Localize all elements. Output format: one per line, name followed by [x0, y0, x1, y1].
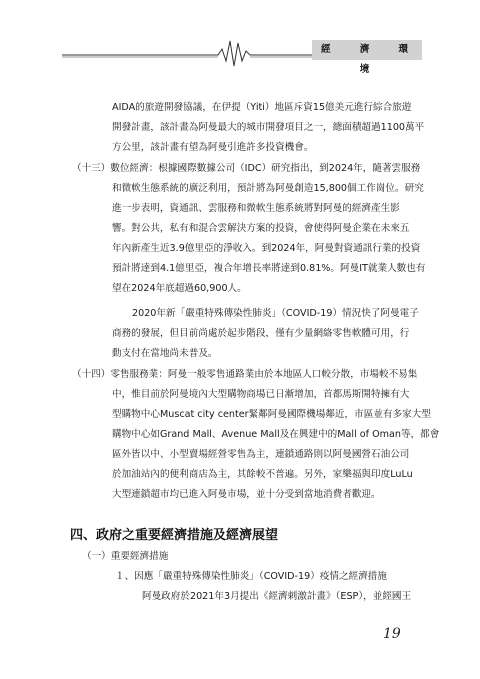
body-line: 和微軟生態系統的廣泛利用，預計將為阿曼創造15,800個工作崗位。研究 — [112, 183, 424, 194]
section-heading: 四、政府之重要經濟措施及經濟展望 — [70, 528, 279, 543]
body-line: 大型連鎖超市均已進入阿曼市場，並十分受到當地消費者歡迎。 — [112, 489, 381, 500]
list-item-heading: （十四）零售服務業：阿曼一般零售通路業由於本地區人口較分散，市場較不易集 — [72, 369, 418, 380]
body-line: 預計將達到4.1億里亞，複合年增長率將達到0.81%。阿曼IT就業人數也有 — [112, 263, 426, 274]
body-line: 於加油站內的便利商店為主，其餘較不普遍。另外，家樂福與印度LuLu — [112, 469, 413, 480]
body-line: 開發計畫，該計畫為阿曼最大的城市開發項目之一，總面積超過1100萬平 — [112, 122, 425, 133]
body-line: 中，惟目前於阿曼境內大型購物商場已日漸增加，首都馬斯開特擁有大 — [112, 389, 410, 400]
body-line: 望在2024年底超過60,900人。 — [112, 283, 247, 294]
body-line: 型購物中心Muscat city center緊鄰阿曼國際機場鄰近，市區並有多家大型 — [112, 409, 431, 420]
page-number: 19 — [383, 626, 401, 642]
list-item-heading: （十三）數位經濟：根據國際數據公司（IDC）研究指出，到2024年，隨著雲服務 — [72, 163, 421, 174]
body-line: 2020年新「嚴重特殊傳染性肺炎」（COVID-19）情況快了阿曼電子 — [132, 308, 419, 319]
body-line: 響。對公共，私有和混合雲解決方案的投資，會使得阿曼企業在未來五 — [112, 223, 410, 234]
body-line: 阿曼政府於2021年3月提出《經濟刺激計畫》（ESP），並經國王 — [142, 591, 412, 602]
header-title: 經 濟 環 境 — [312, 40, 422, 60]
body-line: 購物中心如Grand Mall、Avenue Mall及在興建中的Mall of Oman等，都會 — [112, 429, 440, 440]
body-line: 方公里，該計畫有望為阿曼引進許多投資機會。 — [112, 142, 314, 153]
body-line: 區外皆以中、小型賣場經營零售為主，連鎖通路則以阿曼國營石油公司 — [112, 449, 410, 460]
body-line: 年內新產生近3.9億里亞的淨收入。到2024年，阿曼對資通訊行業的投資 — [112, 243, 421, 254]
body-line: 商務的發展，但目前尚處於起步階段，僅有少量網絡零售軟體可用，行 — [112, 328, 410, 339]
body-line: AIDA的旅遊開發協議，在伊提（Yiti）地區斥資15億美元進行綜合旅遊 — [112, 102, 412, 113]
body-line: 動支付在當地尚未普及。 — [112, 348, 218, 359]
subsection-heading: （一）重要經濟措施 — [82, 551, 169, 562]
page-header — [0, 0, 480, 75]
subsection-item: １、因應「嚴重特殊傳染性肺炎」（COVID-19）疫情之經濟措施 — [115, 571, 387, 582]
body-line: 進一步表明，資通訊、雲服務和微軟生態系統將對阿曼的經濟產生影 — [112, 203, 400, 214]
